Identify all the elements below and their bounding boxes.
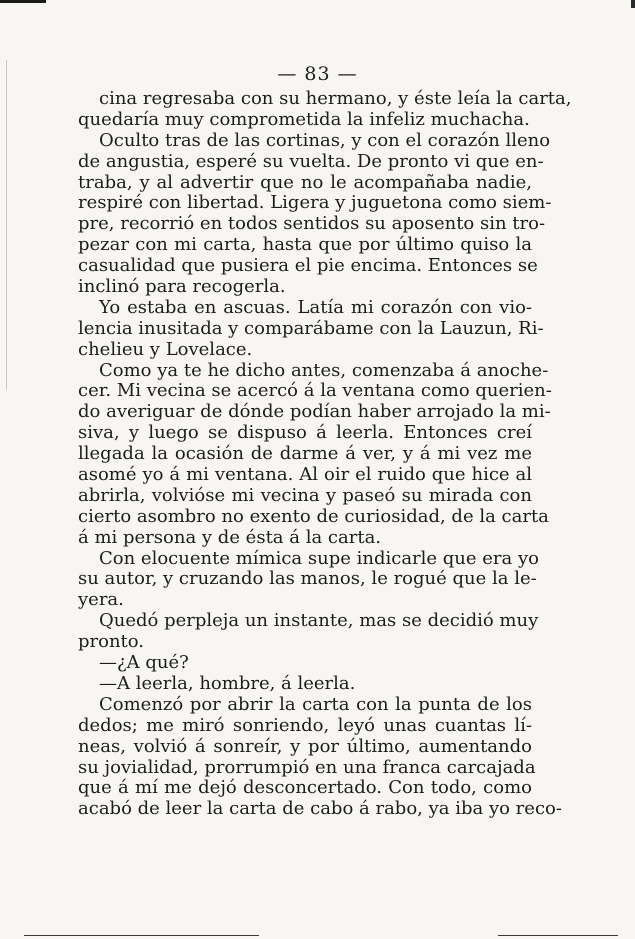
body-text	[78, 88, 572, 820]
paragraph	[78, 129, 552, 298]
text-line: acabó de leer la carta de cabo á rabo, ya iba yo reco-	[78, 798, 562, 820]
text-line: —¿A qué?	[99, 652, 189, 674]
text-line: cina regresaba con su hermano, y éste leía la carta,	[99, 88, 572, 109]
text-line: neas, volvió á sonreír, y por último, aumentando	[78, 735, 532, 757]
bottom-rule	[24, 935, 259, 936]
text-line: cierto asombro no exento de curiosidad, de la carta	[78, 505, 549, 527]
text-line: Oculto tras de las cortinas, y con el corazón lleno	[99, 129, 551, 151]
text-line: lencia inusitada y comparábame con la Lauzun, Ri-	[78, 317, 544, 339]
paragraph	[78, 296, 544, 361]
text-line: traba, y al advertir que no le acompañaba nadie,	[78, 171, 532, 193]
text-line: —A leerla, hombre, á leerla.	[99, 672, 356, 694]
text-line: respiré con libertad. Ligera y juguetona como siem-	[78, 192, 552, 214]
text-line: Comenzó por abrir la carta con la punta de los	[99, 693, 532, 715]
text-line: Con elocuente mímica supe indicarle que era yo	[99, 547, 539, 569]
text-line: pronto.	[78, 631, 145, 653]
text-line: que á mí me dejó desconcertado. Con todo, como	[78, 777, 532, 799]
dialogue-line	[78, 653, 532, 674]
text-line: quedaría muy comprometida la infeliz muchacha.	[78, 108, 530, 130]
paragraph	[78, 359, 552, 549]
bottom-rule	[498, 935, 618, 936]
page-number: — 83 —	[277, 63, 358, 85]
text-line: llegada la ocasión de darme á ver, y á mi vez me	[78, 443, 532, 465]
text-line: cer. Mi vecina se acercó á la ventana como querien-	[78, 380, 552, 402]
scan-edge-mark	[0, 0, 46, 3]
text-line: Yo estaba en ascuas. Latía mi corazón con vio-	[99, 296, 532, 318]
text-line: su autor, y cruzando las manos, le rogué que la le-	[78, 568, 537, 590]
text-line: pezar con mi carta, hasta que por último quiso la	[78, 234, 532, 256]
text-line: inclinó para recogerla.	[78, 276, 286, 298]
dialogue-line	[78, 674, 532, 695]
text-line: abrirla, volvióse mi vecina y paseó su mirada con	[78, 484, 532, 506]
text-line: Como ya te he dicho antes, comenzaba á anoche-	[99, 359, 549, 381]
text-line: de angustia, esperé su vuelta. De pronto vi que en-	[78, 150, 544, 172]
text-line: su jovialidad, prorrumpió en una franca carcajada	[78, 756, 536, 778]
text-line: Quedó perpleja un instante, mas se decidió muy	[99, 610, 539, 632]
text-line: siva, y luego se dispuso á leerla. Entonces creí	[78, 422, 532, 444]
text-line: asomé yo á mi ventana. Al oir el ruido que hice al	[78, 464, 532, 486]
text-line: casualidad que pusiera el pie encima. Entonces se	[78, 255, 538, 277]
text-line: do averiguar de dónde podían haber arrojado la mi-	[78, 401, 551, 423]
paragraph	[78, 547, 539, 612]
paragraph	[78, 88, 572, 131]
text-line: á mi persona y de ésta á la carta.	[78, 526, 382, 548]
text-line: dedos; me miró sonriendo, leyó unas cuantas lí-	[78, 714, 532, 736]
text-line: yera.	[78, 589, 124, 611]
paragraph	[78, 610, 539, 653]
gutter-shadow	[6, 60, 7, 390]
paragraph	[78, 693, 562, 820]
scan-edge-mark	[631, 0, 635, 8]
text-line: pre, recorrió en todos sentidos su aposento sin tro-	[78, 213, 546, 235]
text-line: chelieu y Lovelace.	[78, 338, 253, 360]
